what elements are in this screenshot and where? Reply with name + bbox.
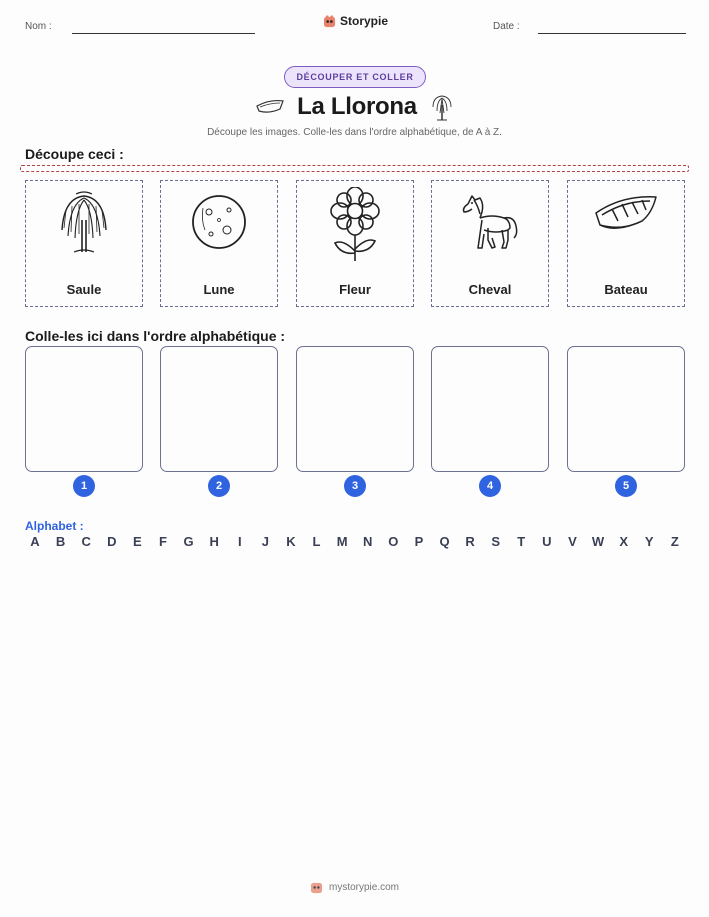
alphabet-letter: M <box>336 534 348 549</box>
flower-icon <box>325 187 385 263</box>
alphabet-letter: W <box>591 534 605 549</box>
cut-section-heading: Découpe ceci : <box>25 146 124 162</box>
alphabet-letter: B <box>55 534 66 549</box>
alphabet-row <box>25 534 685 549</box>
alphabet-letter: X <box>619 534 628 549</box>
alphabet-letter: N <box>363 534 373 549</box>
willow-tree-icon <box>54 190 114 254</box>
alphabet-letter: T <box>517 534 526 549</box>
paste-box-5[interactable] <box>567 346 685 472</box>
alphabet-letter: Y <box>644 534 654 549</box>
footer <box>0 881 709 894</box>
alphabet-letter: O <box>388 534 399 549</box>
storypie-logo-icon <box>310 881 323 894</box>
paste-box-1[interactable] <box>25 346 143 472</box>
paste-box-4[interactable] <box>431 346 549 472</box>
cut-card-label: Bateau <box>604 282 648 297</box>
alphabet-heading: Alphabet : <box>25 519 84 533</box>
storypie-logo-icon <box>323 15 336 28</box>
page-title: La Llorona <box>297 93 417 120</box>
alphabet-letter: P <box>414 534 424 549</box>
alphabet-letter: G <box>183 534 194 549</box>
cut-card-label: Lune <box>203 282 235 297</box>
horse-icon <box>458 190 522 254</box>
boat-icon <box>255 97 285 117</box>
alphabet-letter: C <box>81 534 91 549</box>
alphabet-letter: S <box>491 534 501 549</box>
moon-icon <box>189 190 249 254</box>
footer-url[interactable]: mystorypie.com <box>328 882 399 893</box>
paste-box-2[interactable] <box>160 346 278 472</box>
alphabet-letter: I <box>237 534 242 549</box>
cut-card-bateau[interactable] <box>567 180 685 307</box>
alphabet-letter: V <box>568 534 577 549</box>
cut-card-label: Cheval <box>468 282 512 297</box>
number-badge-4: 4 <box>479 475 501 497</box>
number-badge-5: 5 <box>615 475 637 497</box>
willow-tree-icon <box>429 93 455 121</box>
brand-name: Storypie <box>340 14 389 28</box>
alphabet-letter: D <box>107 534 117 549</box>
paste-section-heading: Colle-les ici dans l'ordre alphabétique : <box>25 328 286 344</box>
instructions: Découpe les images. Colle-les dans l'ordre alphabétique, de A à Z. <box>207 127 502 138</box>
alphabet-letter: J <box>261 534 269 549</box>
alphabet-letter: Z <box>670 534 679 549</box>
number-badge-2: 2 <box>208 475 230 497</box>
alphabet-letter: U <box>542 534 552 549</box>
cut-line <box>20 165 689 172</box>
cut-card-fleur[interactable] <box>296 180 414 307</box>
date-field-line[interactable] <box>538 33 686 34</box>
alphabet-letter: R <box>465 534 475 549</box>
alphabet-letter: F <box>158 534 167 549</box>
cut-card-saule[interactable] <box>25 180 143 307</box>
cut-card-label: Fleur <box>339 282 371 297</box>
alphabet-letter: E <box>133 534 142 549</box>
alphabet-letter: H <box>209 534 219 549</box>
paste-box-3[interactable] <box>296 346 414 472</box>
cut-card-label: Saule <box>66 282 102 297</box>
alphabet-letter: L <box>312 534 321 549</box>
activity-badge: DÉCOUPER ET COLLER <box>284 66 426 88</box>
alphabet-letter: Q <box>439 534 450 549</box>
name-label: Nom : <box>25 21 52 32</box>
number-badge-1: 1 <box>73 475 95 497</box>
number-badge-3: 3 <box>344 475 366 497</box>
date-label: Date : <box>493 21 520 32</box>
alphabet-letter: K <box>286 534 296 549</box>
name-field-line[interactable] <box>72 33 255 34</box>
brand-logo <box>323 14 388 28</box>
cut-card-lune[interactable] <box>160 180 278 307</box>
boat-icon <box>592 187 660 243</box>
title-row <box>240 92 470 122</box>
cut-card-cheval[interactable] <box>431 180 549 307</box>
alphabet-letter: A <box>30 534 40 549</box>
